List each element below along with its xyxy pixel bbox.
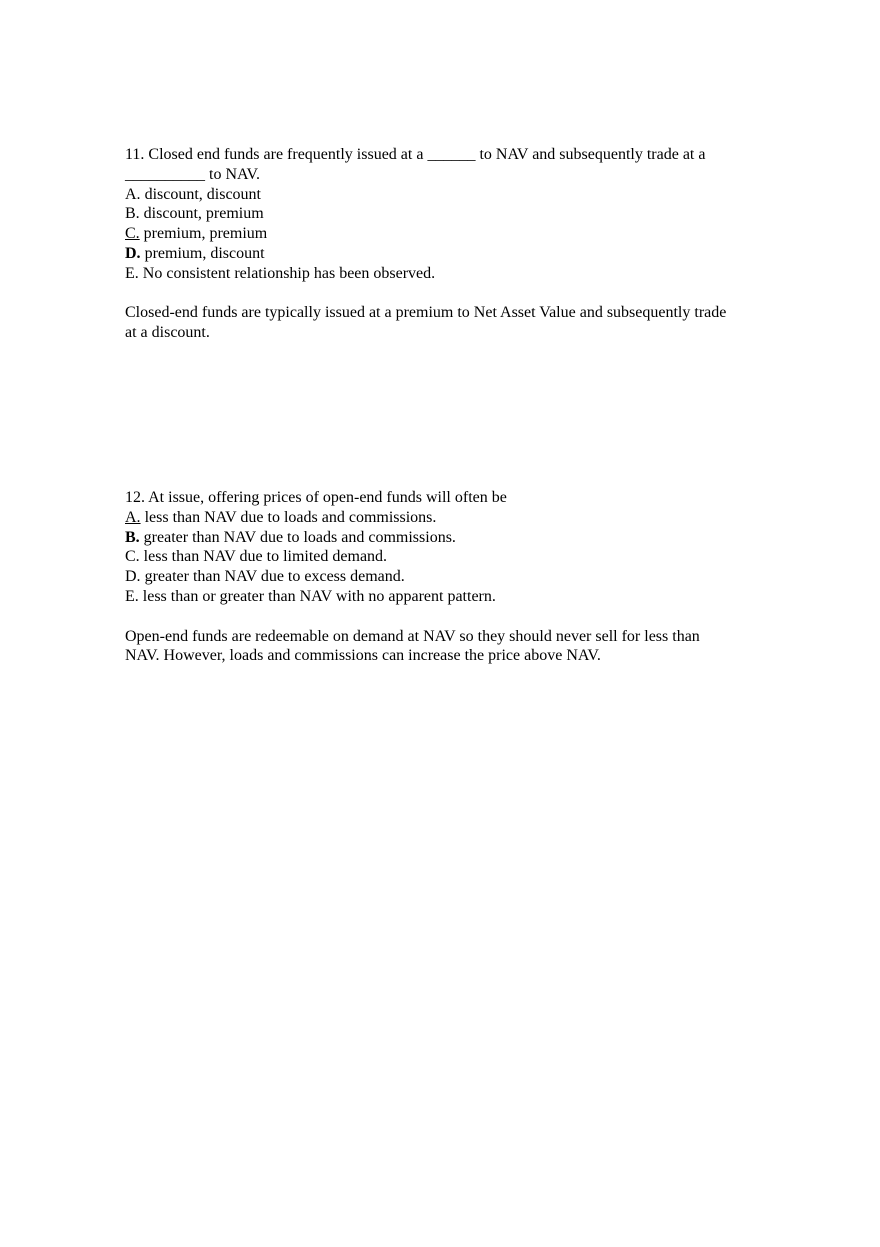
option-text: discount, premium [139,205,264,223]
question-stem-continued: __________ to NAV. [125,165,260,183]
explanation [125,303,805,343]
option-text: premium, discount [140,244,265,262]
explanation [125,627,805,667]
explanation-line: Closed-end funds are typically issued at a premium to Net Asset Value and subsequently trade [125,304,727,322]
option-c [125,224,805,244]
option-text: No consistent relationship has been observed. [138,264,436,282]
option-letter-underlined: C. [125,225,140,243]
question-stem: 11. Closed end funds are frequently issued at a ______ to NAV and subsequently trade at a [125,146,706,163]
explanation-line: at a discount. [125,324,210,342]
option-letter-underlined: A. [125,508,141,526]
option-letter: E. [125,264,139,282]
option-text: discount, discount [140,185,261,203]
option-a [125,508,805,528]
option-text: less than or greater than NAV with no apparent pattern. [138,587,496,605]
option-e [125,264,805,284]
option-text: less than NAV due to loads and commissions. [140,508,437,526]
option-c [125,547,805,567]
question-stem: 12. At issue, offering prices of open-end funds will often be [125,489,507,506]
option-d [125,567,805,587]
option-b [125,204,805,224]
option-text: premium, premium [139,225,268,243]
option-letter: E. [125,587,139,605]
option-letter: B. [125,205,140,223]
option-letter: C. [125,548,140,566]
explanation-line: NAV. However, loads and commissions can increase the price above NAV. [125,647,601,665]
option-letter: A. [125,185,141,203]
option-letter-bold: D. [125,244,141,262]
option-text: greater than NAV due to loads and commissions. [139,528,456,546]
option-letter-bold: B. [125,528,140,546]
explanation-line: Open-end funds are redeemable on demand at NAV so they should never sell for less than [125,627,700,645]
option-e [125,587,805,607]
option-text: greater than NAV due to excess demand. [140,568,405,586]
question-12 [125,488,805,666]
question-11 [125,145,805,343]
option-b-correct [125,528,805,548]
option-text: less than NAV due to limited demand. [139,548,388,566]
option-letter: D. [125,568,141,586]
option-a [125,185,805,205]
option-d-correct [125,244,805,264]
